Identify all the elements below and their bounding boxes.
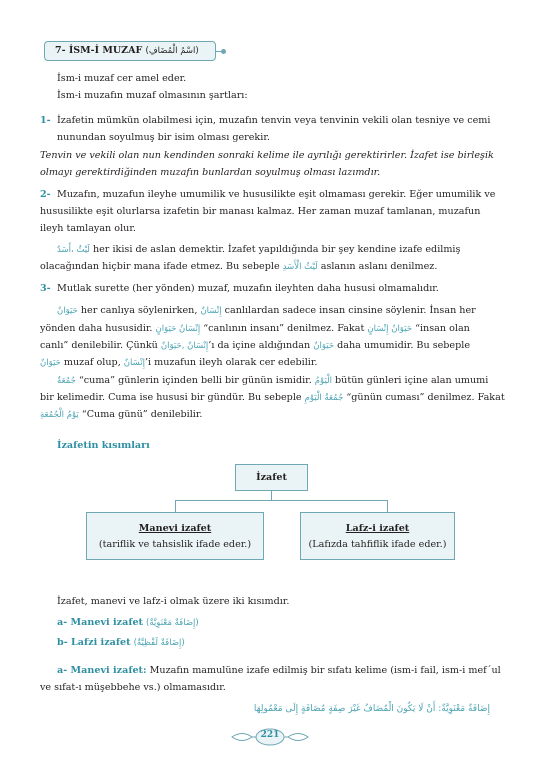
text-run: Muzafın mamulüne izafe edilmiş bir sıfatı kelime (ism-i fail, ism-i mef´ul: [146, 665, 501, 676]
text-run: “cuma” günlerin içinden belli bir günün ismidir.: [75, 375, 315, 386]
diagram-left-subtitle: (tariflik ve tahsislik ifade eder.): [98, 539, 252, 550]
diagram-connector-bar: [175, 500, 388, 501]
arabic-word: (إِضَافَةٌ لَفْظِيَّةٌ): [133, 638, 185, 648]
item-3-line-e: [57, 372, 488, 390]
kind-label: b- Lafzi izafet: [57, 637, 131, 648]
text-run: canlı” denilebilir. Çünkü: [40, 340, 161, 351]
diagram-root-box: [235, 464, 308, 491]
text-run: “canlının insanı” denilmez. Fakat: [200, 323, 368, 334]
definition-arabic: إِضَافَةٌ مَعْنَوِيَّةٌ: أَنْ لَا يَكُونَ الْمُضَافُ غَيْرَ صِفَةٍ مُضَافَةٍ إِلَى مَعْمُولِهَا: [253, 704, 490, 714]
text-run: “günün cuması” denilmez. Fakat: [343, 392, 505, 403]
section-title: İzafetin kısımları: [57, 440, 150, 451]
item-2-example-1: [57, 241, 460, 259]
diagram-root-label: İzafet: [256, 472, 287, 483]
item-1-number: 1-: [40, 115, 51, 126]
item-1-line-1: İzafetin mümkün olabilmesi için, muzafın tenvin veya tenvinin vekili olan tesniye ve cemi: [57, 115, 491, 126]
text-run: “insan olan: [412, 323, 470, 334]
arabic-word: حَيَوَانٌ: [313, 341, 335, 351]
text-run: olacağından hiçbir mana ifade etmez. Bu sebeple: [40, 261, 283, 272]
section-heading: [44, 41, 216, 61]
item-3-line-c: [40, 337, 470, 355]
text-run: yönden daha hususidir.: [40, 323, 156, 334]
arabic-word: جُمُعَةٌ: [57, 376, 76, 386]
arabic-word: إِنْسَانُ حَيَوَانٍ: [155, 324, 201, 334]
text-run: her canlıya söylenirken,: [77, 305, 201, 316]
arabic-word: يَوْمُ الْجُمُعَةِ: [40, 410, 79, 420]
arabic-word: حَيَوَانٌ: [57, 306, 78, 316]
heading-arabic: (اسْمُ الْمُضَافِ): [145, 46, 199, 56]
arabic-word: لَيْثٌ ،أَسَدٌ: [57, 245, 90, 255]
text-run: muzaf olup,: [60, 357, 124, 368]
arabic-word: حَيَوَانُ إِنْسَانٍ: [367, 324, 413, 334]
text-run: aslanın aslanı denilmez.: [317, 261, 438, 272]
item-2-number: 2-: [40, 189, 51, 200]
item-3-line-g: [40, 406, 202, 424]
intro-line-2: İsm-i muzafın muzaf olmasının şartları:: [57, 90, 248, 101]
arabic-word: إِنْسَانٌ ,حَيَوَانٌ: [160, 341, 209, 351]
diagram-left-title: Manevi izafet: [138, 523, 212, 534]
item-3-line-a: [57, 302, 476, 320]
text-run: her ikisi de aslan demektir. İzafet yapıldığında bir şey kendine izafe edilmiş: [89, 244, 461, 255]
arabic-word: لَيْثُ الْأَسَدِ: [282, 262, 318, 272]
diagram-left-box: [86, 512, 264, 560]
page-number: 221: [260, 730, 280, 740]
item-3-number: 3-: [40, 283, 51, 294]
item-1-line-2: nunundan soyulmuş bir isim olması gerekir.: [57, 132, 270, 143]
definition-line-1: [57, 662, 501, 679]
item-3-line-f: [40, 389, 505, 407]
diagram-right-box: [300, 512, 455, 560]
arabic-word: (إِضَافَةٌ مَعْنَوِيَّةٌ): [146, 618, 199, 628]
text-run: daha umumidir. Bu sebeple: [334, 340, 470, 351]
kind-lafzi: [57, 634, 185, 652]
diagram-right-subtitle: (Lafızda tahfiflik ifade eder.): [308, 539, 447, 550]
heading-title: 7- İSM-İ MUZAF: [55, 45, 143, 56]
text-run: ’ı da içine aldığından: [208, 340, 314, 351]
diagram-connector-root: [271, 491, 272, 500]
arabic-word: إِنْسَانٌ: [200, 306, 222, 316]
item-2-line-2: hususilikte eşit olurlarsa izafetin bir manası kalmaz. Her zaman muzaf tamlanan, muzafun: [40, 206, 481, 217]
text-run: bütün günleri içine alan umumi: [331, 375, 489, 386]
kind-label: a- Manevi izafet: [57, 617, 143, 628]
definition-label: a- Manevi izafet:: [57, 665, 147, 676]
item-1-note-2: olmayı gerektirdiğinden muzafın bunlardan soyulmuş olması lazımdır.: [40, 167, 381, 178]
diagram-right-title: Lafz-i izafet: [345, 523, 410, 534]
diagram-connector-left: [175, 500, 176, 512]
item-2-line-3: ileyh tamlayan olur.: [40, 223, 136, 234]
text-run: canlılardan sadece insan cinsine söylenir. İnsan her: [221, 305, 476, 316]
item-1-note-1: Tenvin ve vekili olan nun kendinden sonraki kelime ile ayrılığı gerektirirler. İzafet ise birleşik: [40, 150, 494, 161]
definition-line-2: ve sıfat-ı müşebbehe vs.) olmamasıdır.: [40, 682, 226, 693]
item-2-example-2: [40, 258, 437, 276]
arabic-word: الْيَوْمُ: [314, 376, 332, 386]
text-run: bir kelimedir. Cuma ise hususi bir gündür. Bu sebeple: [40, 392, 305, 403]
text-run: “Cuma günü” denilebilir.: [78, 409, 203, 420]
kind-manevi: [57, 614, 199, 632]
summary-line: İzafet, manevi ve lafz-i olmak üzere iki kısımdır.: [57, 596, 290, 607]
item-2-line-1: Muzafın, muzafun ileyhe umumilik ve hususilikte eşit olmaması gerekir. Eğer umumilik ve: [57, 189, 496, 200]
text-run: ’i muzafun ileyh olarak cer edebilir.: [144, 357, 318, 368]
arabic-word: جُمُعَةُ الْيَوْمِ: [304, 393, 344, 403]
diagram-connector-right: [387, 500, 388, 512]
item-3-line-d: [40, 354, 317, 372]
arabic-word: إِنْسَانٌ: [123, 358, 145, 368]
item-3-line-1: Mutlak surette (her yönden) muzaf, muzafın ileyhten daha hususi olmamalıdır.: [57, 283, 439, 294]
intro-line-1: İsm-i muzaf cer amel eder.: [57, 73, 187, 84]
arabic-word: حَيَوَانٌ: [40, 358, 61, 368]
heading-bullet: [221, 49, 226, 54]
item-3-line-b: [40, 320, 470, 338]
